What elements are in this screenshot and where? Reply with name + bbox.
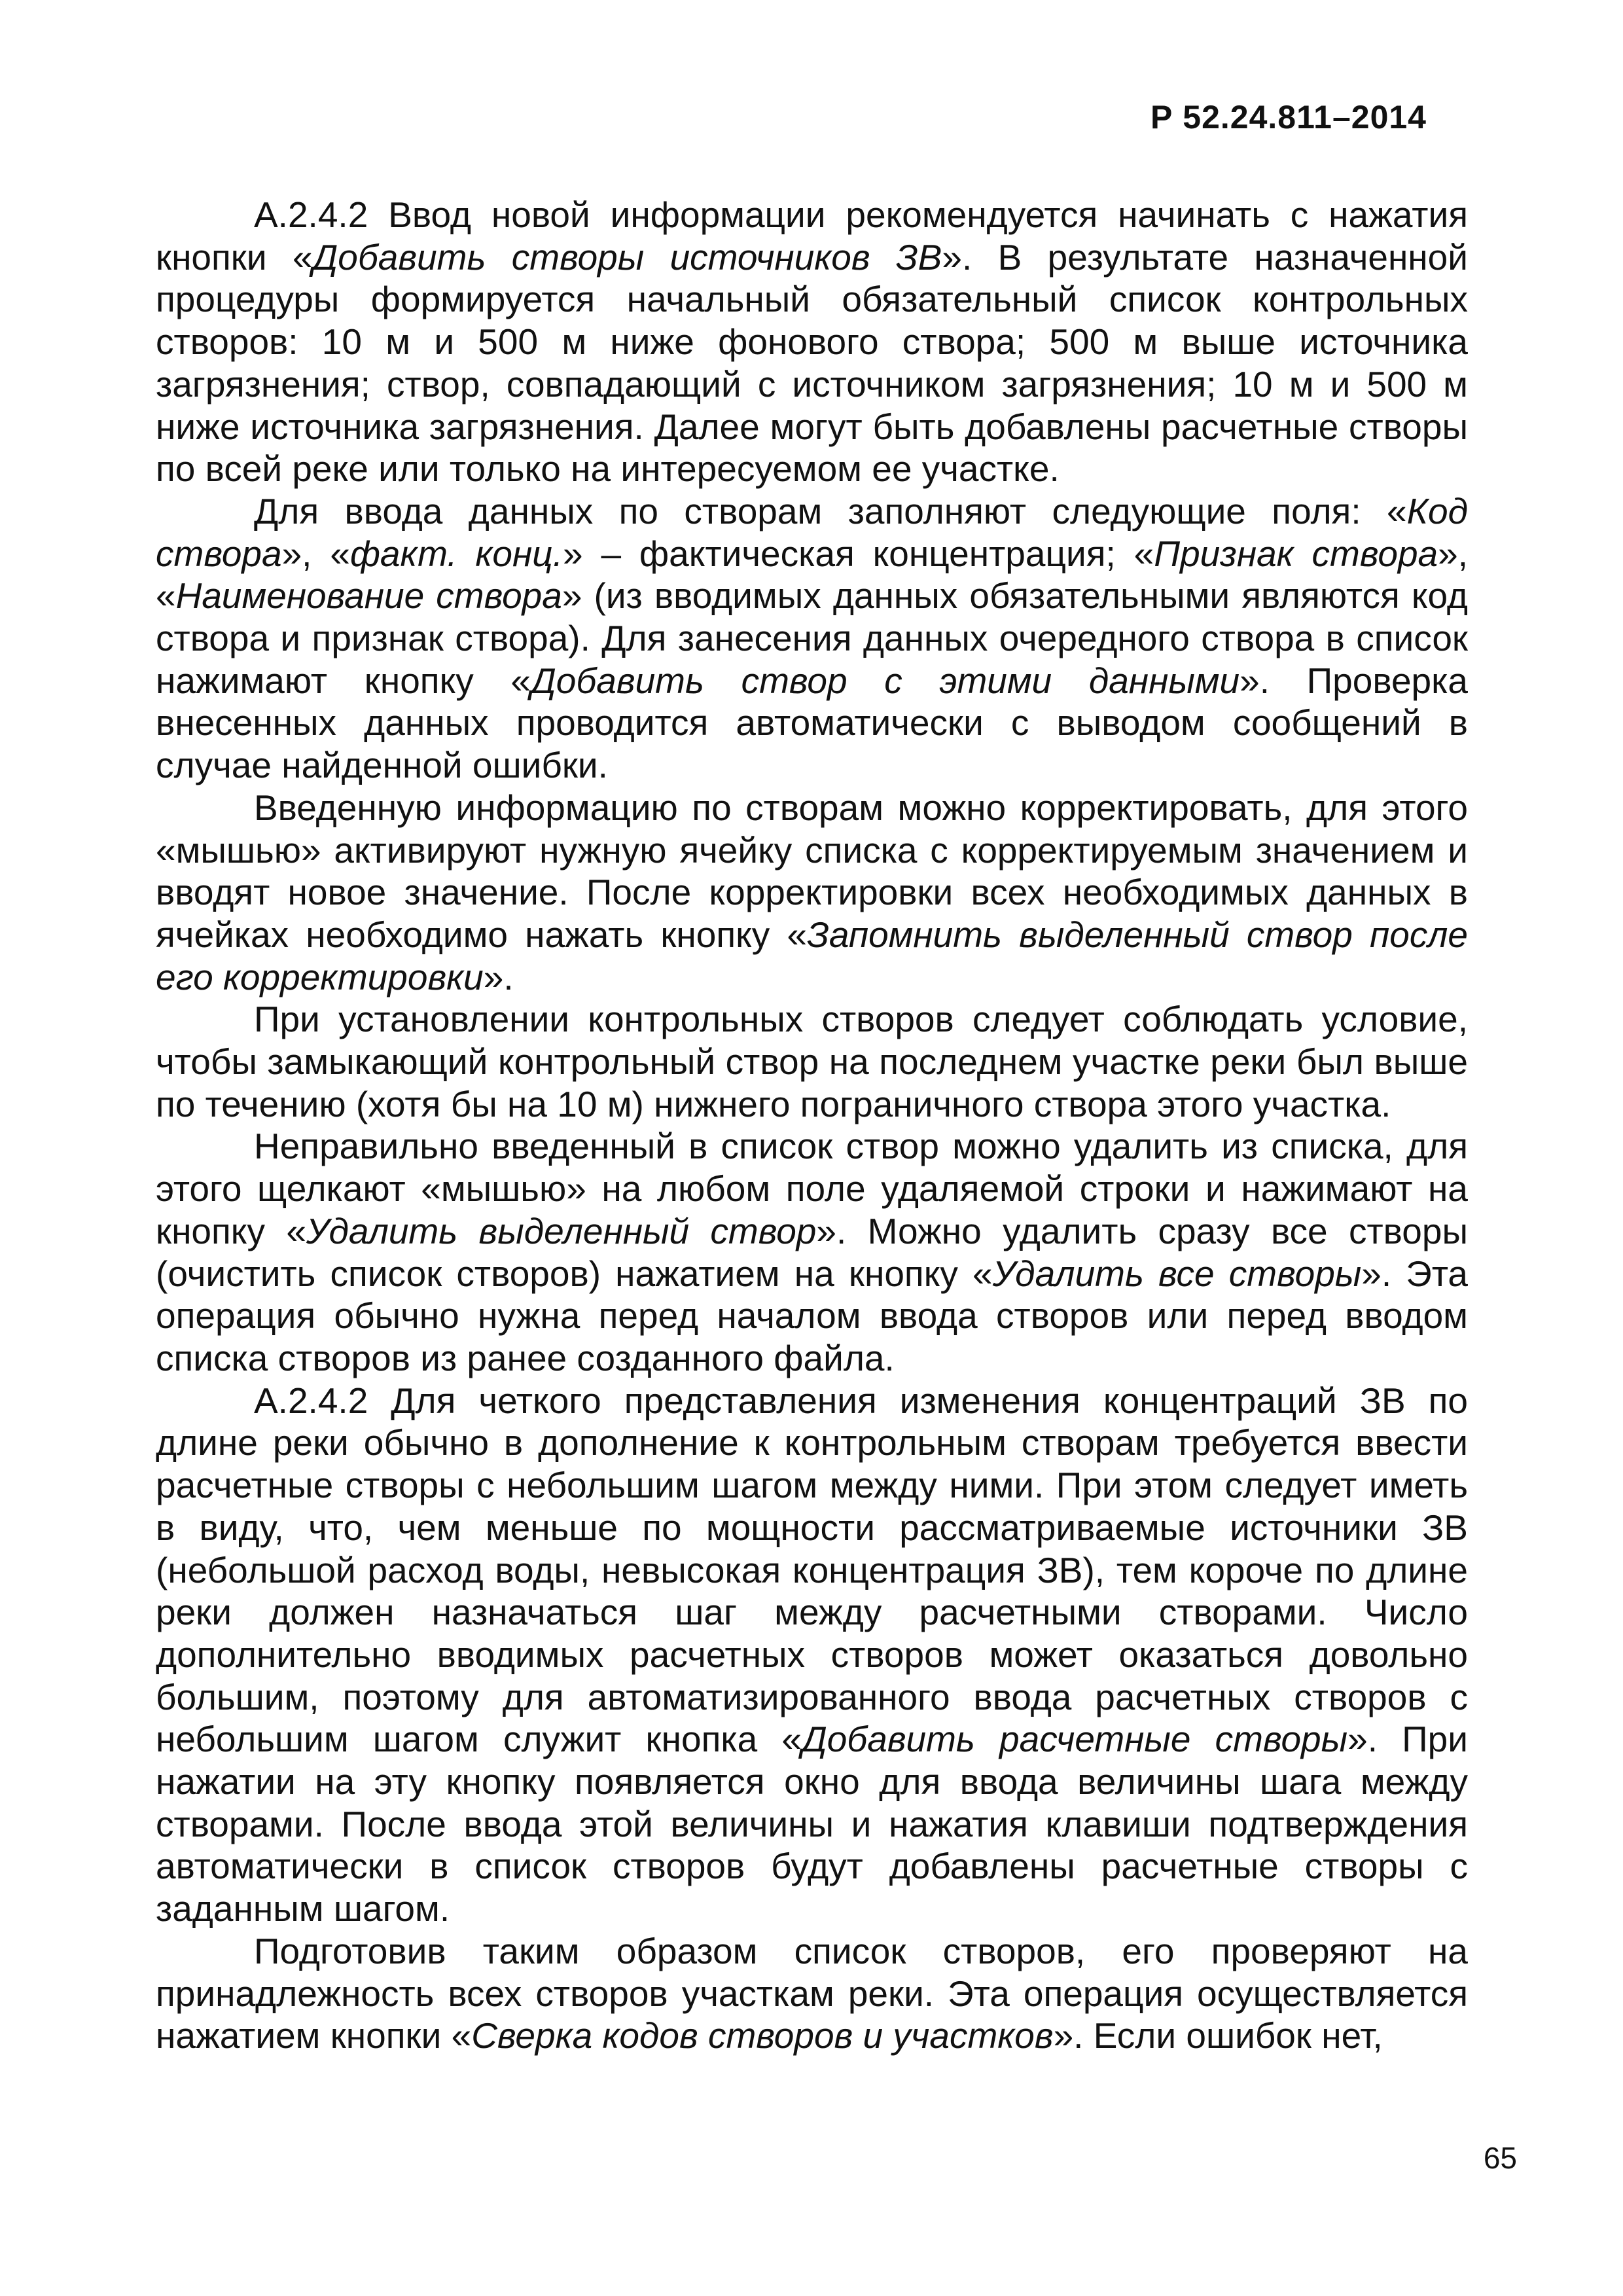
field-reference: факт. конц.	[349, 533, 563, 574]
paragraph	[156, 194, 1468, 490]
button-reference: Удалить выделенный створ	[306, 1210, 817, 1251]
button-reference: Удалить все створы	[992, 1253, 1362, 1294]
text-run: ». Проверка внесенных данных проводится автоматически с выводом сообщений в случае найденной ошибки.	[156, 660, 1468, 786]
paragraph	[156, 787, 1468, 999]
button-reference: Запомнить выделенный створ после его корректировки	[156, 914, 1469, 997]
body-text	[156, 194, 1468, 2057]
text-run: » – фактическая концентрация; «	[562, 533, 1154, 574]
text-run: ». В результате назначенной процедуры формируется начальный обязательный список контрольных створов: 10 м и 500 м ниже фонового створа; 500 м выше источника загрязнения; створ, совпадающий с источником загрязнения; 10 м и 500 м ниже источника загрязнения. Далее могут быть добавлены расчетные створы по всей реке или только на интересуемом ее участке.	[156, 236, 1468, 490]
text-run: », «	[156, 533, 1468, 617]
paragraph	[156, 1125, 1468, 1379]
text-run: ». При нажатии на эту кнопку появляется окно для ввода величины шага между створами. После ввода этой величины и нажатия клавиши подтверждения автоматически в список створов будут добавлены расчетные створы с заданным шагом.	[156, 1719, 1468, 1929]
page-number: 65	[1483, 2141, 1517, 2175]
paragraph	[156, 490, 1468, 787]
button-reference: Добавить створ с этими данными	[531, 660, 1240, 701]
paragraph	[156, 1930, 1468, 2057]
text-run: Введенную информацию по створам можно корректировать, для этого «мышью» активируют нужную ячейку списка с корректируемым значением и вводят новое значение. После корректировки всех необходимых данных в ячейках необходимо нажать кнопку «	[156, 787, 1468, 955]
text-run: » (из вводимых данных обязательными являются код створа и признак створа). Для занесения данных очередного створа в список нажимают кнопку «	[156, 575, 1468, 701]
text-run: Подготовив таким образом список створов, его проверяют на принадлежность всех створов участкам реки. Эта операция осуществляется нажатием кнопки «	[156, 1930, 1468, 2056]
text-run: ». Можно удалить сразу все створы (очистить список створов) нажатием на кнопку «	[156, 1210, 1468, 1294]
paragraph	[156, 998, 1468, 1125]
text-run: А.2.4.2 Ввод новой информации рекомендуется начинать с нажатия кнопки «	[156, 194, 1468, 278]
document-code: Р 52.24.811–2014	[1150, 99, 1427, 135]
text-run: », «	[281, 533, 350, 574]
button-reference: Добавить створы источников ЗВ	[312, 236, 942, 278]
field-reference: Признак створа	[1154, 533, 1438, 574]
text-run: ». Если ошибок нет,	[1053, 2015, 1383, 2056]
button-reference: Добавить расчетные створы	[801, 1719, 1348, 1760]
text-run: ».	[483, 956, 514, 997]
field-reference: Наименование створа	[175, 575, 562, 617]
field-reference: Код створа	[156, 490, 1468, 574]
text-run: Неправильно введенный в список створ можно удалить из списка, для этого щелкают «мышью» на любом поле удаляемой строки и нажимают на кнопку «	[156, 1126, 1468, 1251]
button-reference: Сверка кодов створов и участков	[471, 2015, 1054, 2056]
text-run: А.2.4.2 Для четкого представления изменения концентраций ЗВ по длине реки обычно в дополнение к контрольным створам требуется ввести расчетные створы с небольшим шагом между ними. При этом следует иметь в виду, что, чем меньше по мощности рассматриваемые источники ЗВ (небольшой расход воды, невысокая концентрация ЗВ), тем короче по длине реки должен назначаться шаг между расчетными створами. Число дополнительно вводимых расчетных створов может оказаться довольно большим, поэтому для автоматизированного ввода расчетных створов с небольшим шагом служит кнопка «	[156, 1380, 1468, 1760]
text-run: Для ввода данных по створам заполняют следующие поля: «	[254, 490, 1407, 531]
text-run: ». Эта операция обычно нужна перед началом ввода створов или перед вводом списка створов из ранее созданного файла.	[156, 1253, 1468, 1378]
text-run: При установлении контрольных створов следует соблюдать условие, чтобы замыкающий контрольный створ на последнем участке реки был выше по течению (хотя бы на 10 м) нижнего пограничного створа этого участка.	[156, 999, 1468, 1124]
paragraph	[156, 1380, 1468, 1930]
